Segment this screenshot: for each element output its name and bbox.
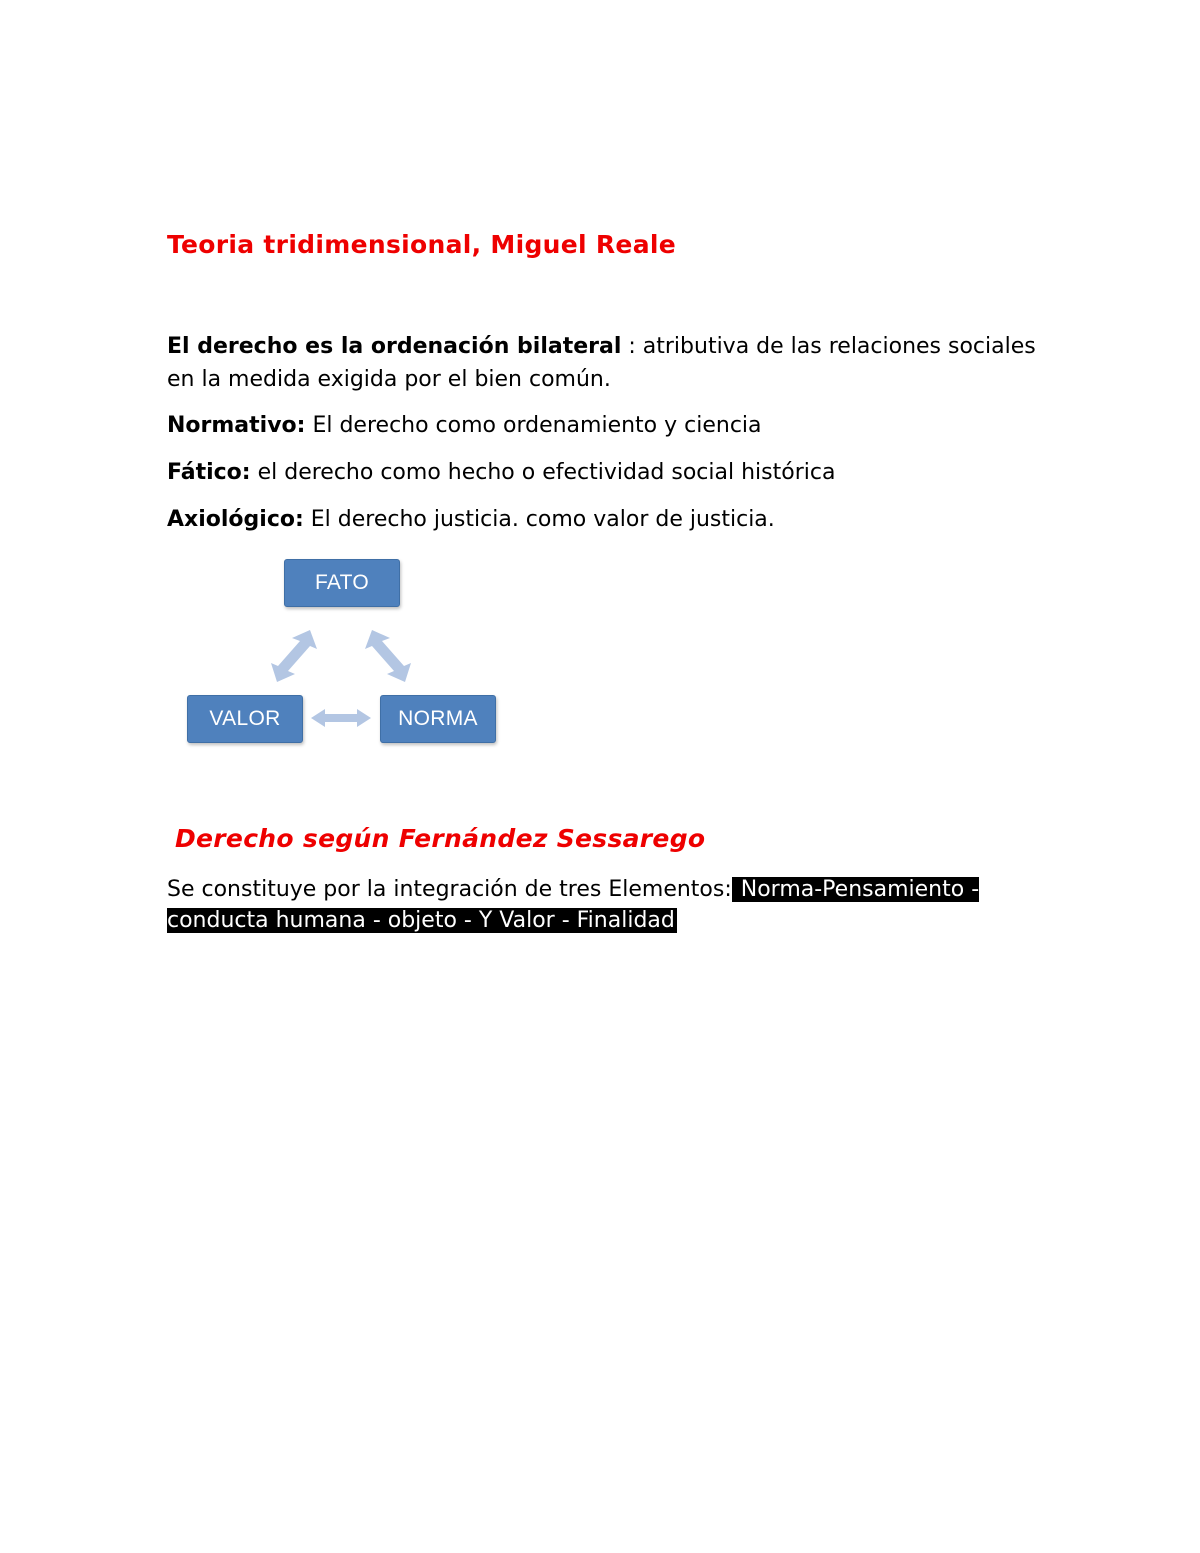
definition-rest: : atributiva de las relaciones sociales en la medida exigida por el bien común.	[167, 334, 1036, 392]
dimension-axiologico	[167, 503, 1047, 536]
arrow-valor-norma	[311, 709, 371, 727]
dimension-text: El derecho justicia. como valor de justicia.	[303, 507, 775, 532]
dimension-normativo	[167, 409, 1047, 442]
heading-teoria-tridimensional: Teoria tridimensional, Miguel Reale	[167, 230, 676, 259]
heading-fernandez-sessarego: Derecho según Fernández Sessarego	[175, 824, 706, 853]
diagram-node-norma: NORMA	[380, 695, 496, 743]
definition-bold: El derecho es la ordenación bilateral	[167, 334, 622, 359]
dimension-fatico	[167, 456, 1047, 489]
arrow-fato-norma	[365, 630, 411, 682]
dimension-term: Axiológico:	[167, 507, 304, 532]
dimension-text: El derecho como ordenamiento y ciencia	[305, 413, 762, 438]
sessarego-highlight: Norma-Pensamiento - conducta humana - objeto - Y Valor - Finalidad	[167, 877, 980, 933]
tridimensional-diagram	[180, 552, 510, 752]
dimension-text: el derecho como hecho o efectividad social histórica	[250, 460, 836, 485]
dimension-term: Normativo:	[167, 413, 306, 438]
arrow-fato-valor	[271, 630, 317, 682]
dimension-term: Fático:	[167, 460, 251, 485]
sessarego-text: Se constituye por la integración de tres Elementos:	[167, 877, 732, 902]
definition-paragraph	[167, 330, 1047, 396]
diagram-node-fato: FATO	[284, 559, 400, 607]
diagram-node-valor: VALOR	[187, 695, 303, 743]
sessarego-paragraph	[167, 874, 1047, 936]
